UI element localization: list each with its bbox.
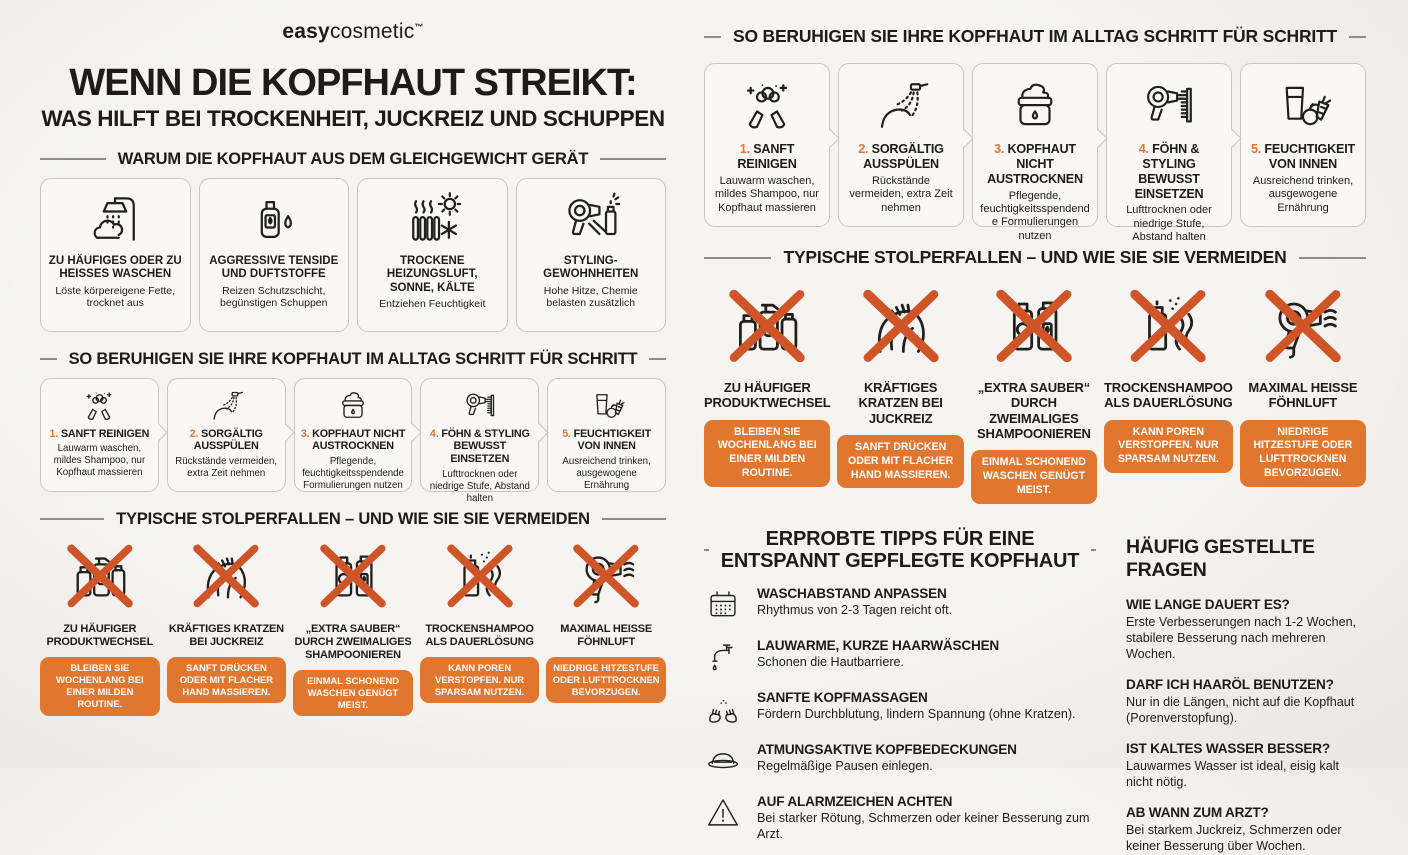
pitfall-tip-pill: EINMAL SCHONEND WASCHEN GENÜGT MEIST. xyxy=(293,670,413,717)
dryer-spray-icon xyxy=(561,189,621,249)
tip-desc: Regelmäßige Pausen einlegen. xyxy=(757,759,933,774)
crossed-icon-box xyxy=(58,538,142,614)
pitfall-title: KRÄFTIGES KRATZEN BEI JUCKREIZ xyxy=(168,622,284,648)
crossed-icon-box xyxy=(1120,282,1216,370)
tip-desc: Schonen die Hautbarriere. xyxy=(757,655,905,670)
steps-section-header: SO BERUHIGEN SIE IHRE KOPFHAUT IM ALLTAG SCHRITT FÜR SCHRITT xyxy=(40,350,666,369)
step-desc: Lauwarm waschen, mildes Shampoo, nur Kopfhaut massieren xyxy=(53,443,146,479)
step-title: 3. KOPFHAUT NICHT AUSTROCKNEN xyxy=(987,142,1083,186)
rinse-icon xyxy=(208,388,244,424)
cause-desc: Entziehen Feuchtigkeit xyxy=(379,298,486,311)
step-title: 1. SANFT REINIGEN xyxy=(49,427,150,440)
pitfall-title: MAXIMAL HEISSE FÖHNLUFT xyxy=(1248,380,1358,411)
pitfall-item xyxy=(971,282,1097,504)
step-card xyxy=(294,378,413,492)
pitfall-tip-pill: SANFT DRÜCKEN ODER MIT FLACHER HAND MASSIEREN. xyxy=(837,435,963,488)
tip-title: ATMUNGSAKTIVE KOPFBEDECKUNGEN xyxy=(757,742,1017,758)
faq-question: AB WANN ZUM ARZT? xyxy=(1126,805,1269,821)
faq-answer: Lauwarmes Wasser ist ideal, eisig kalt nicht nötig. xyxy=(1126,759,1340,790)
faq-answer: Bei starkem Juckreiz, Schmerzen oder keiner Besserung über Wochen. xyxy=(1126,823,1342,854)
pitfall-tip-pill: EINMAL SCHONEND WASCHEN GENÜGT MEIST. xyxy=(971,450,1097,503)
step-desc: Rückstände vermeiden, extra Zeit nehmen xyxy=(175,456,278,480)
cross-icon xyxy=(562,536,650,616)
cross-icon xyxy=(717,280,817,372)
page-subtitle: WAS HILFT BEI TROCKENHEIT, JUCKREIZ UND SCHUPPEN xyxy=(41,105,665,131)
step-title: 1. SANFT REINIGEN xyxy=(737,142,797,171)
crossed-icon-box xyxy=(719,282,815,370)
pitfall-tip-pill: BLEIBEN SIE WOCHENLANG BEI EINER MILDEN ROUTINE. xyxy=(704,420,830,487)
step-card xyxy=(1240,63,1366,227)
step-desc: Lufttrocknen oder niedrige Stufe, Abstand halten xyxy=(1126,204,1212,244)
faq-answer: Erste Verbesserungen nach 1-2 Wochen, stabilere Besserung nach mehreren Wochen. xyxy=(1126,614,1357,661)
pitfall-item xyxy=(293,538,413,717)
step-title: 2. SORGÄLTIG AUSSPÜLEN xyxy=(189,427,263,453)
crossed-icon-box xyxy=(564,538,648,614)
tip-desc: Rhythmus von 2-3 Tagen reicht oft. xyxy=(757,603,953,618)
brand-logo xyxy=(40,20,666,44)
shower-steam-icon xyxy=(85,189,145,249)
faq-item xyxy=(1126,677,1366,726)
cream-jar-icon xyxy=(1006,77,1064,135)
cause-title: STYLING-GEWOHNHEITEN xyxy=(543,254,639,281)
wash-face-icon xyxy=(81,388,117,424)
pitfall-tip-pill: SANFT DRÜCKEN ODER MIT FLACHER HAND MASSIEREN. xyxy=(167,657,287,704)
step-card xyxy=(167,378,286,492)
brand-logo-regular: cosmetic xyxy=(329,20,415,43)
pitfall-item xyxy=(1104,282,1233,504)
step-title: 5. FEUCHTIGKEIT VON INNEN xyxy=(1250,142,1356,171)
pitfall-item xyxy=(167,538,287,717)
tip-title: AUF ALARMZEICHEN ACHTEN xyxy=(757,794,953,810)
trademark-symbol: ™ xyxy=(414,22,424,32)
cross-icon xyxy=(182,536,270,616)
crossed-icon-box xyxy=(986,282,1082,370)
cause-card xyxy=(516,178,667,332)
pitfall-item xyxy=(837,282,963,504)
dryer-comb-icon xyxy=(1140,77,1198,135)
crossed-icon-box xyxy=(438,538,522,614)
step-title: 2. SORGÄLTIG AUSSPÜLEN xyxy=(858,142,944,171)
tips-section xyxy=(704,528,1096,855)
pitfall-item xyxy=(546,538,666,717)
pitfall-item xyxy=(420,538,540,717)
massage-hands-icon xyxy=(704,690,742,728)
dryer-comb-icon xyxy=(462,388,498,424)
wash-face-icon xyxy=(738,77,796,135)
pitfall-title: ZU HÄUFIGER PRODUKTWECHSEL xyxy=(704,380,831,411)
step-card xyxy=(1106,63,1232,244)
faq-item xyxy=(1126,805,1366,854)
page-title: WENN DIE KOPFHAUT STREIKT: xyxy=(69,62,637,104)
cream-jar-icon xyxy=(335,388,371,424)
pitfall-tip-pill: NIEDRIGE HITZESTUFE ODER LUFTTROCKNEN BEVORZUGEN. xyxy=(1240,420,1366,487)
step-title: 4. FÖHN & STYLING BEWUSST EINSETZEN xyxy=(429,427,530,466)
pitfall-item xyxy=(40,538,160,717)
steps-section-header-large: SO BERUHIGEN SIE IHRE KOPFHAUT IM ALLTAG SCHRITT FÜR SCHRITT xyxy=(704,26,1366,47)
cause-desc: Löste körpereigene Fette, trocknet aus xyxy=(55,284,176,310)
cross-icon xyxy=(1118,280,1218,372)
pitfall-tip-pill: KANN POREN VERSTOPFEN. NUR SPARSAM NUTZEN. xyxy=(1104,420,1233,473)
pitfall-item xyxy=(704,282,830,504)
tip-item xyxy=(704,794,1096,842)
crossed-icon-box xyxy=(311,538,395,614)
step-desc: Pflegende, feuchtigkeitsspendende Formulierungen nutzen xyxy=(302,456,404,491)
calendar-icon xyxy=(704,586,742,624)
pitfall-tip-pill: BLEIBEN SIE WOCHENLANG BEI EINER MILDEN ROUTINE. xyxy=(40,657,160,716)
cause-card xyxy=(357,178,508,332)
step-desc: Rückstände vermeiden, extra Zeit nehmen xyxy=(849,174,953,214)
cause-title: ZU HÄUFIGES ODER ZU HEISSES WASCHEN xyxy=(48,254,182,281)
pitfalls-section-header: TYPISCHE STOLPERFALLEN – UND WIE SIE SIE VERMEIDEN xyxy=(40,510,666,529)
cause-desc: Hohe Hitze, Chemie belasten zusätzlich xyxy=(543,284,638,310)
step-card xyxy=(972,63,1098,242)
warning-icon xyxy=(704,794,742,832)
cross-icon xyxy=(309,536,397,616)
step-card xyxy=(547,378,666,492)
pitfall-title: „EXTRA SAUBER“ DURCH ZWEIMALIGES SHAMPOONIEREN xyxy=(294,622,412,661)
tip-desc: Bei starker Rötung, Schmerzen oder keiner Besserung zum Arzt. xyxy=(757,811,1090,842)
step-title: 5. FEUCHTIGKEIT VON INNEN xyxy=(562,427,651,453)
left-panel xyxy=(0,0,680,768)
hat-icon xyxy=(704,742,742,780)
pitfall-item xyxy=(1240,282,1366,504)
tip-title: WASCHABSTAND ANPASSEN xyxy=(757,586,947,602)
causes-cards-row xyxy=(40,178,666,332)
rinse-icon xyxy=(872,77,930,135)
pitfall-title: TROCKENSHAMPOO ALS DAUERLÖSUNG xyxy=(1104,380,1233,411)
brand-logo-bold: easy xyxy=(282,20,330,43)
glass-fruit-icon xyxy=(1274,77,1332,135)
tip-item xyxy=(704,586,1096,624)
pitfall-tip-pill: NIEDRIGE HITZESTUFE ODER LUFTTROCKNEN BEVORZUGEN. xyxy=(546,657,666,704)
step-title: 4. FÖHN & STYLING BEWUSST EINSETZEN xyxy=(1134,142,1204,201)
pitfalls-row-large xyxy=(704,282,1366,504)
pitfall-tip-pill: KANN POREN VERSTOPFEN. NUR SPARSAM NUTZEN. xyxy=(420,657,540,704)
tip-title: LAUWARME, KURZE HAARWÄSCHEN xyxy=(757,638,1000,654)
faq-question: DARF ICH HAARÖL BENUTZEN? xyxy=(1126,676,1334,692)
step-desc: Lauwarm waschen, mildes Shampoo, nur Kopfhaut massieren xyxy=(715,174,819,214)
pitfall-title: ZU HÄUFIGER PRODUKTWECHSEL xyxy=(46,622,154,648)
pitfall-title: MAXIMAL HEISSE FÖHNLUFT xyxy=(560,622,653,648)
faq-item xyxy=(1126,597,1366,662)
causes-section-header: WARUM DIE KOPFHAUT AUS DEM GLEICHGEWICHT GERÄT xyxy=(40,150,666,169)
pitfall-title: „EXTRA SAUBER“ DURCH ZWEIMALIGES SHAMPOONIEREN xyxy=(977,380,1091,441)
right-panel xyxy=(680,0,1408,854)
step-card xyxy=(40,378,159,492)
tips-section-header: ERPROBTE TIPPS FÜR EINE ENTSPANNT GEPFLEGTE KOPFHAUT xyxy=(704,528,1096,573)
tip-item xyxy=(704,638,1096,676)
cross-icon xyxy=(56,536,144,616)
steps-cards-row xyxy=(40,378,666,504)
step-card xyxy=(838,63,964,227)
tip-item xyxy=(704,690,1096,728)
tip-desc: Fördern Durchblutung, lindern Spannung (ohne Kratzen). xyxy=(757,707,1076,722)
bottle-drop-icon xyxy=(244,189,304,249)
faq-question: WIE LANGE DAUERT ES? xyxy=(1126,596,1290,612)
faq-answer: Nur in die Längen, nicht auf die Kopfhaut (Porenverstopfung). xyxy=(1126,694,1355,726)
faq-section xyxy=(1126,528,1366,855)
faucet-icon xyxy=(704,638,742,676)
crossed-icon-box xyxy=(853,282,949,370)
cross-icon xyxy=(436,536,524,616)
crossed-icon-box xyxy=(184,538,268,614)
step-card xyxy=(704,63,830,227)
pitfalls-section-header-large: TYPISCHE STOLPERFALLEN – UND WIE SIE SIE VERMEIDEN xyxy=(704,247,1366,268)
step-desc: Ausreichend trinken, ausgewogene Ernährung xyxy=(1252,174,1354,214)
step-desc: Ausreichend trinken, ausgewogene Ernährung xyxy=(562,456,651,491)
pitfall-title: KRÄFTIGES KRATZEN BEI JUCKREIZ xyxy=(858,380,943,426)
pitfall-title: TROCKENSHAMPOO ALS DAUERLÖSUNG xyxy=(425,622,534,648)
step-title: 3. KOPFHAUT NICHT AUSTROCKNEN xyxy=(300,427,406,453)
glass-fruit-icon xyxy=(589,388,625,424)
pitfalls-row xyxy=(40,538,666,717)
bottom-row xyxy=(704,528,1366,855)
cross-icon xyxy=(984,280,1084,372)
tip-item xyxy=(704,742,1096,780)
cause-card xyxy=(40,178,191,332)
faq-question: IST KALTES WASSER BESSER? xyxy=(1126,741,1330,757)
cause-desc: Reizen Schutzschicht, begünstigen Schuppen xyxy=(220,284,328,310)
step-card xyxy=(420,378,539,504)
faq-item xyxy=(1126,741,1366,790)
cross-icon xyxy=(1253,280,1353,372)
cause-title: AGGRESSIVE TENSIDE UND DUFTSTOFFE xyxy=(209,254,339,281)
crossed-icon-box xyxy=(1255,282,1351,370)
cause-title: TROCKENE HEIZUNGSLUFT, SONNE, KÄLTE xyxy=(386,254,478,294)
cross-icon xyxy=(851,280,951,372)
cause-card xyxy=(199,178,350,332)
steps-cards-row-large xyxy=(704,63,1366,244)
radiator-sun-snow-icon xyxy=(402,189,462,249)
step-desc: Pflegende, feuchtigkeitsspendende Formulierungen nutzen xyxy=(980,189,1090,242)
step-desc: Lufttrocknen oder niedrige Stufe, Abstand halten xyxy=(429,468,530,504)
tip-title: SANFTE KOPFMASSAGEN xyxy=(757,690,928,706)
faq-section-header: HÄUFIG GESTELLTE FRAGEN xyxy=(1126,536,1366,582)
